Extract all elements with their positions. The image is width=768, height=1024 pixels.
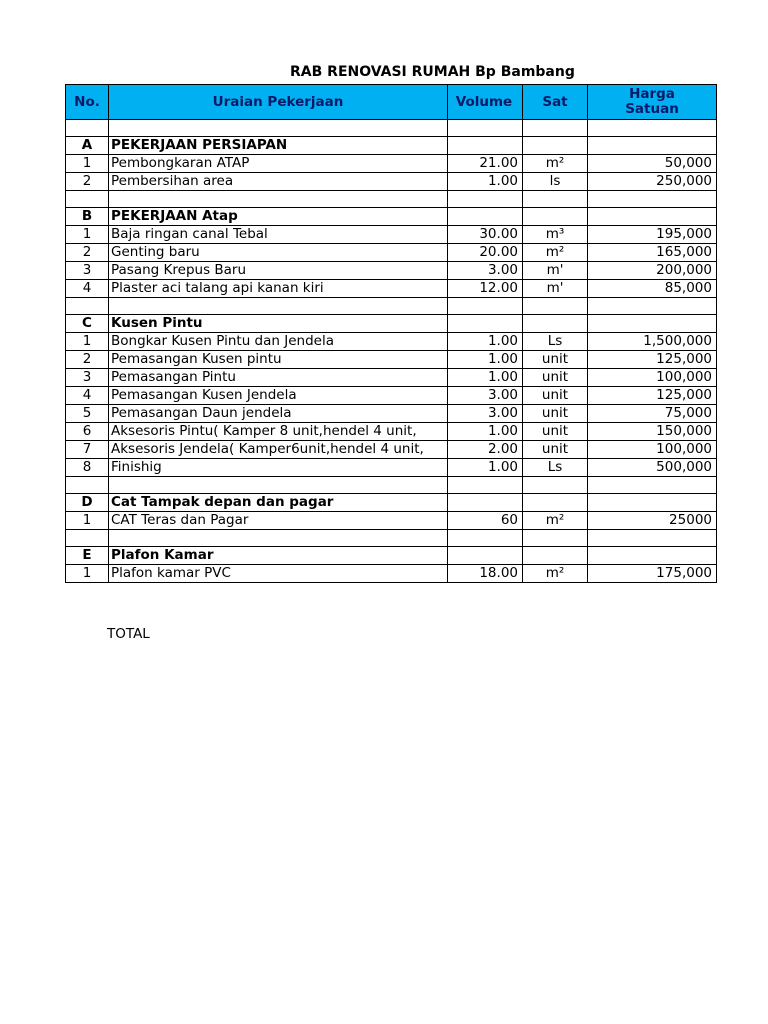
item-volume: 1.00 bbox=[448, 423, 523, 441]
item-volume: 21.00 bbox=[448, 155, 523, 173]
item-description: Pasang Krepus Baru bbox=[109, 262, 448, 280]
item-volume: 30.00 bbox=[448, 226, 523, 244]
item-description: Pemasangan Kusen pintu bbox=[109, 351, 448, 369]
empty-cell bbox=[523, 137, 588, 155]
empty-cell bbox=[523, 494, 588, 512]
blank-row bbox=[66, 530, 717, 547]
empty-cell bbox=[523, 477, 588, 494]
item-description: Bongkar Kusen Pintu dan Jendela bbox=[109, 333, 448, 351]
item-description: Baja ringan canal Tebal bbox=[109, 226, 448, 244]
section-name: Kusen Pintu bbox=[109, 315, 448, 333]
item-unit: m² bbox=[523, 512, 588, 530]
item-description: Plafon kamar PVC bbox=[109, 565, 448, 583]
item-price: 75,000 bbox=[588, 405, 717, 423]
item-number: 7 bbox=[66, 441, 109, 459]
empty-cell bbox=[523, 530, 588, 547]
item-unit: unit bbox=[523, 387, 588, 405]
item-unit: m³ bbox=[523, 226, 588, 244]
section-name: PEKERJAAN PERSIAPAN bbox=[109, 137, 448, 155]
empty-cell bbox=[66, 530, 109, 547]
section-code: E bbox=[66, 547, 109, 565]
empty-cell bbox=[523, 298, 588, 315]
item-price: 1,500,000 bbox=[588, 333, 717, 351]
item-number: 4 bbox=[66, 280, 109, 298]
blank-row bbox=[66, 298, 717, 315]
section-row bbox=[66, 547, 717, 565]
table-row bbox=[66, 155, 717, 173]
empty-cell bbox=[109, 530, 448, 547]
item-number: 5 bbox=[66, 405, 109, 423]
empty-cell bbox=[588, 477, 717, 494]
item-number: 8 bbox=[66, 459, 109, 477]
item-unit: m' bbox=[523, 280, 588, 298]
item-volume: 12.00 bbox=[448, 280, 523, 298]
item-volume: 3.00 bbox=[448, 262, 523, 280]
empty-cell bbox=[588, 137, 717, 155]
item-volume: 1.00 bbox=[448, 333, 523, 351]
item-price: 85,000 bbox=[588, 280, 717, 298]
section-name: Cat Tampak depan dan pagar bbox=[109, 494, 448, 512]
table-row bbox=[66, 423, 717, 441]
empty-cell bbox=[448, 137, 523, 155]
item-unit: m² bbox=[523, 244, 588, 262]
section-code: D bbox=[66, 494, 109, 512]
section-code: B bbox=[66, 208, 109, 226]
item-description: Aksesoris Pintu( Kamper 8 unit,hendel 4 unit, bbox=[109, 423, 448, 441]
empty-cell bbox=[448, 191, 523, 208]
item-description: Aksesoris Jendela( Kamper6unit,hendel 4 unit, bbox=[109, 441, 448, 459]
document-title: RAB RENOVASI RUMAH Bp Bambang bbox=[290, 64, 575, 80]
item-volume: 20.00 bbox=[448, 244, 523, 262]
item-volume: 1.00 bbox=[448, 459, 523, 477]
table-row bbox=[66, 441, 717, 459]
empty-cell bbox=[523, 191, 588, 208]
item-description: Finishig bbox=[109, 459, 448, 477]
empty-cell bbox=[448, 530, 523, 547]
empty-cell bbox=[109, 477, 448, 494]
item-description: Pemasangan Kusen Jendela bbox=[109, 387, 448, 405]
item-price: 165,000 bbox=[588, 244, 717, 262]
header-price: Harga Satuan bbox=[588, 85, 717, 120]
empty-cell bbox=[109, 120, 448, 137]
item-volume: 1.00 bbox=[448, 369, 523, 387]
table-row bbox=[66, 459, 717, 477]
item-number: 2 bbox=[66, 244, 109, 262]
header-no: No. bbox=[66, 85, 109, 120]
item-unit: m² bbox=[523, 155, 588, 173]
empty-cell bbox=[109, 298, 448, 315]
section-code: A bbox=[66, 137, 109, 155]
empty-cell bbox=[523, 120, 588, 137]
empty-cell bbox=[523, 315, 588, 333]
item-volume: 3.00 bbox=[448, 405, 523, 423]
item-description: Pemasangan Pintu bbox=[109, 369, 448, 387]
table-row bbox=[66, 565, 717, 583]
item-unit: Ls bbox=[523, 333, 588, 351]
item-price: 195,000 bbox=[588, 226, 717, 244]
item-description: Plaster aci talang api kanan kiri bbox=[109, 280, 448, 298]
table-row bbox=[66, 280, 717, 298]
empty-cell bbox=[448, 315, 523, 333]
blank-row bbox=[66, 477, 717, 494]
item-volume: 3.00 bbox=[448, 387, 523, 405]
empty-cell bbox=[66, 191, 109, 208]
item-unit: unit bbox=[523, 405, 588, 423]
empty-cell bbox=[588, 547, 717, 565]
item-unit: unit bbox=[523, 423, 588, 441]
item-volume: 60 bbox=[448, 512, 523, 530]
table-row bbox=[66, 226, 717, 244]
section-name: PEKERJAAN Atap bbox=[109, 208, 448, 226]
item-unit: ls bbox=[523, 173, 588, 191]
item-price: 50,000 bbox=[588, 155, 717, 173]
item-number: 2 bbox=[66, 351, 109, 369]
item-number: 2 bbox=[66, 173, 109, 191]
table-row bbox=[66, 333, 717, 351]
table-row bbox=[66, 351, 717, 369]
item-price: 125,000 bbox=[588, 387, 717, 405]
table-row bbox=[66, 512, 717, 530]
item-unit: m² bbox=[523, 565, 588, 583]
item-price: 100,000 bbox=[588, 441, 717, 459]
empty-cell bbox=[588, 208, 717, 226]
blank-row bbox=[66, 120, 717, 137]
empty-cell bbox=[66, 477, 109, 494]
empty-cell bbox=[588, 191, 717, 208]
empty-cell bbox=[448, 298, 523, 315]
header-volume: Volume bbox=[448, 85, 523, 120]
item-number: 1 bbox=[66, 155, 109, 173]
item-unit: m' bbox=[523, 262, 588, 280]
rab-table bbox=[65, 84, 717, 583]
item-price: 100,000 bbox=[588, 369, 717, 387]
empty-cell bbox=[448, 477, 523, 494]
blank-row bbox=[66, 191, 717, 208]
empty-cell bbox=[523, 208, 588, 226]
section-row bbox=[66, 208, 717, 226]
empty-cell bbox=[109, 191, 448, 208]
item-number: 1 bbox=[66, 565, 109, 583]
item-price: 125,000 bbox=[588, 351, 717, 369]
item-number: 4 bbox=[66, 387, 109, 405]
empty-cell bbox=[448, 494, 523, 512]
item-unit: unit bbox=[523, 441, 588, 459]
empty-cell bbox=[588, 530, 717, 547]
table-row bbox=[66, 244, 717, 262]
table-body bbox=[66, 120, 717, 583]
item-price: 175,000 bbox=[588, 565, 717, 583]
item-number: 1 bbox=[66, 333, 109, 351]
empty-cell bbox=[448, 547, 523, 565]
section-name: Plafon Kamar bbox=[109, 547, 448, 565]
item-number: 3 bbox=[66, 262, 109, 280]
item-number: 1 bbox=[66, 226, 109, 244]
item-volume: 2.00 bbox=[448, 441, 523, 459]
item-number: 1 bbox=[66, 512, 109, 530]
item-unit: Ls bbox=[523, 459, 588, 477]
empty-cell bbox=[588, 120, 717, 137]
item-unit: unit bbox=[523, 351, 588, 369]
empty-cell bbox=[588, 494, 717, 512]
empty-cell bbox=[448, 120, 523, 137]
item-description: Pembersihan area bbox=[109, 173, 448, 191]
item-unit: unit bbox=[523, 369, 588, 387]
item-price: 250,000 bbox=[588, 173, 717, 191]
empty-cell bbox=[66, 298, 109, 315]
item-description: Genting baru bbox=[109, 244, 448, 262]
item-price: 25000 bbox=[588, 512, 717, 530]
item-volume: 18.00 bbox=[448, 565, 523, 583]
empty-cell bbox=[448, 208, 523, 226]
total-label: TOTAL bbox=[107, 626, 150, 642]
table-row bbox=[66, 405, 717, 423]
empty-cell bbox=[66, 120, 109, 137]
item-description: Pemasangan Daun jendela bbox=[109, 405, 448, 423]
item-volume: 1.00 bbox=[448, 351, 523, 369]
item-description: CAT Teras dan Pagar bbox=[109, 512, 448, 530]
item-number: 6 bbox=[66, 423, 109, 441]
empty-cell bbox=[523, 547, 588, 565]
section-code: C bbox=[66, 315, 109, 333]
table-row bbox=[66, 387, 717, 405]
table-row bbox=[66, 173, 717, 191]
item-volume: 1.00 bbox=[448, 173, 523, 191]
item-price: 150,000 bbox=[588, 423, 717, 441]
header-unit: Sat bbox=[523, 85, 588, 120]
item-number: 3 bbox=[66, 369, 109, 387]
table-row bbox=[66, 369, 717, 387]
section-row bbox=[66, 137, 717, 155]
item-price: 500,000 bbox=[588, 459, 717, 477]
empty-cell bbox=[588, 315, 717, 333]
item-price: 200,000 bbox=[588, 262, 717, 280]
table-row bbox=[66, 262, 717, 280]
empty-cell bbox=[588, 298, 717, 315]
header-description: Uraian Pekerjaan bbox=[109, 85, 448, 120]
section-row bbox=[66, 494, 717, 512]
item-description: Pembongkaran ATAP bbox=[109, 155, 448, 173]
section-row bbox=[66, 315, 717, 333]
